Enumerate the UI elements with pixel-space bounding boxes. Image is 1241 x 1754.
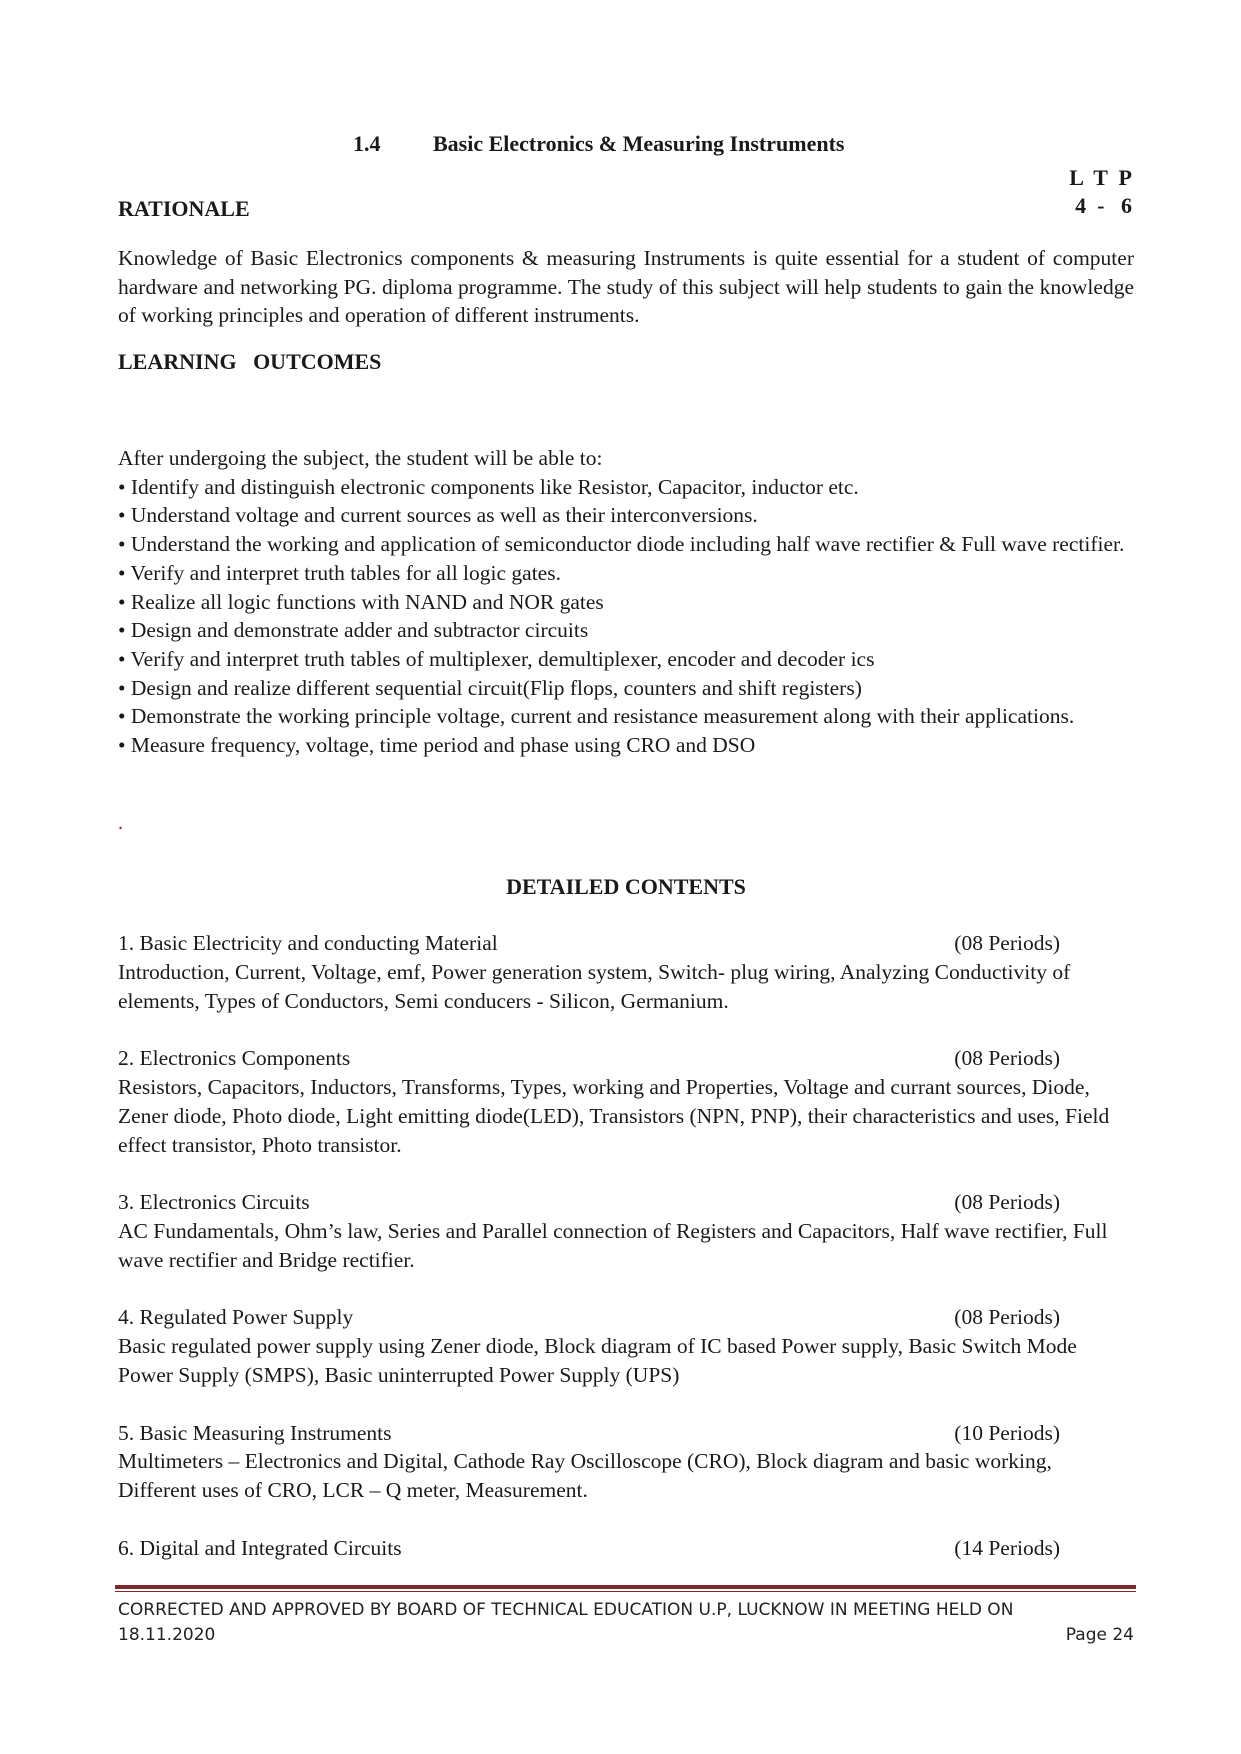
footer-row [118,1623,1134,1648]
unit-body: AC Fundamentals, Ohm’s law, Series and Parallel connection of Registers and Capacitors, Half wave rectifier, Full wave rectifier and Bridge rectifier. [118,1218,1108,1272]
rationale-text: Knowledge of Basic Electronics components & measuring Instruments is quite essential for a student of computer hardware and networking PG. diploma programme. The study of this subject will help students to gain the knowledge of working principles and operation of different instruments. [118,246,1134,327]
outcome-item: • Verify and interpret truth tables of multiplexer, demultiplexer, encoder and decoder ics [118,646,875,671]
unit-header [118,1419,1060,1448]
unit-title: 2. Electronics Components [118,1046,351,1071]
learning-outcomes-heading: LEARNING OUTCOMES [118,349,382,374]
outcome-item: • Understand voltage and current sources as well as their interconversions. [118,503,758,528]
ltp-header: L T P [1069,165,1132,190]
content-unit [118,1044,1134,1159]
page-footer [118,1598,1134,1648]
outcome-item: • Verify and interpret truth tables for all logic gates. [118,560,561,585]
unit-body: Resistors, Capacitors, Inductors, Transforms, Types, working and Properties, Voltage and currant sources, Diode, Zener diode, Photo diode, Light emitting diode(LED), Transistors (NPN, PNP), their characteristics and uses, Field effect transistor, Photo transistor. [118,1074,1110,1157]
content-unit [118,1303,1134,1389]
unit-periods: (08 Periods) [954,931,1060,955]
footer-divider-thin [115,1591,1136,1592]
unit-header [118,1303,1060,1332]
ltp-block [1069,164,1132,220]
subject-name: Basic Electronics & Measuring Instruments [433,131,845,156]
unit-title: 1. Basic Electricity and conducting Material [118,931,498,955]
document-page [118,0,1134,1754]
outcome-item: • Design and realize different sequential circuit(Flip flops, counters and shift registers) [118,675,862,700]
unit-body: Introduction, Current, Voltage, emf, Power generation system, Switch- plug wiring, Analyzing Conductivity of elements, Types of Conductors, Semi conducers - Silicon, Germanium. [118,959,1071,1013]
learning-outcomes [118,444,1134,760]
ltp-values: 4 - 6 [1075,193,1132,218]
detailed-contents [118,929,1134,1591]
outcomes-list [118,473,1134,760]
unit-body: Basic regulated power supply using Zener diode, Block diagram of IC based Power supply, Basic Switch Mode Power Supply (SMPS), Basic uninterrupted Power Supply (UPS) [118,1334,1077,1387]
unit-title: 5. Basic Measuring Instruments [118,1420,392,1445]
outcome-item: • Design and demonstrate adder and subtractor circuits [118,618,589,643]
unit-periods: (08 Periods) [954,1046,1060,1071]
footer-approval-text: CORRECTED AND APPROVED BY BOARD OF TECHNICAL EDUCATION U.P, LUCKNOW IN MEETING HELD ON [118,1600,1014,1620]
outcome-item: • Identify and distinguish electronic components like Resistor, Capacitor, inductor etc. [118,474,859,499]
outcome-item: • Measure frequency, voltage, time period and phase using CRO and DSO [118,733,756,758]
unit-title: 4. Regulated Power Supply [118,1305,354,1330]
unit-periods: (14 Periods) [954,1535,1060,1560]
outcomes-intro: After undergoing the subject, the student will be able to: [118,446,603,470]
unit-periods: (08 Periods) [954,1190,1060,1215]
footer-date: 18.11.2020 [118,1625,216,1645]
unit-periods: (08 Periods) [954,1305,1060,1330]
stray-mark: . [118,812,123,834]
outcome-item: • Realize all logic functions with NAND and NOR gates [118,589,604,614]
subject-number: 1.4 [353,131,381,156]
page-number: Page 24 [1065,1625,1134,1645]
content-unit [118,1534,1134,1563]
unit-header [118,1534,1060,1563]
content-unit [118,1419,1134,1505]
content-unit [118,1188,1134,1274]
outcome-item: • Understand the working and application of semiconductor diode including half wave rectifier & Full wave rectifier. [118,532,1125,557]
unit-title: 6. Digital and Integrated Circuits [118,1535,402,1560]
unit-title: 3. Electronics Circuits [118,1190,310,1215]
unit-header [118,1188,1060,1217]
unit-body: Multimeters – Electronics and Digital, Cathode Ray Oscilloscope (CRO), Block diagram and basic working, Different uses of CRO, LCR – Q meter, Measurement. [118,1449,1052,1503]
outcome-item: • Demonstrate the working principle voltage, current and resistance measurement along with their applications. [118,704,1075,729]
footer-divider [115,1585,1136,1589]
unit-header [118,1044,1060,1073]
subject-title [353,131,844,157]
detailed-contents-heading: DETAILED CONTENTS [506,874,746,899]
unit-periods: (10 Periods) [954,1420,1060,1445]
unit-header [118,929,1060,958]
rationale-heading: RATIONALE [118,196,250,221]
content-unit [118,929,1134,1015]
